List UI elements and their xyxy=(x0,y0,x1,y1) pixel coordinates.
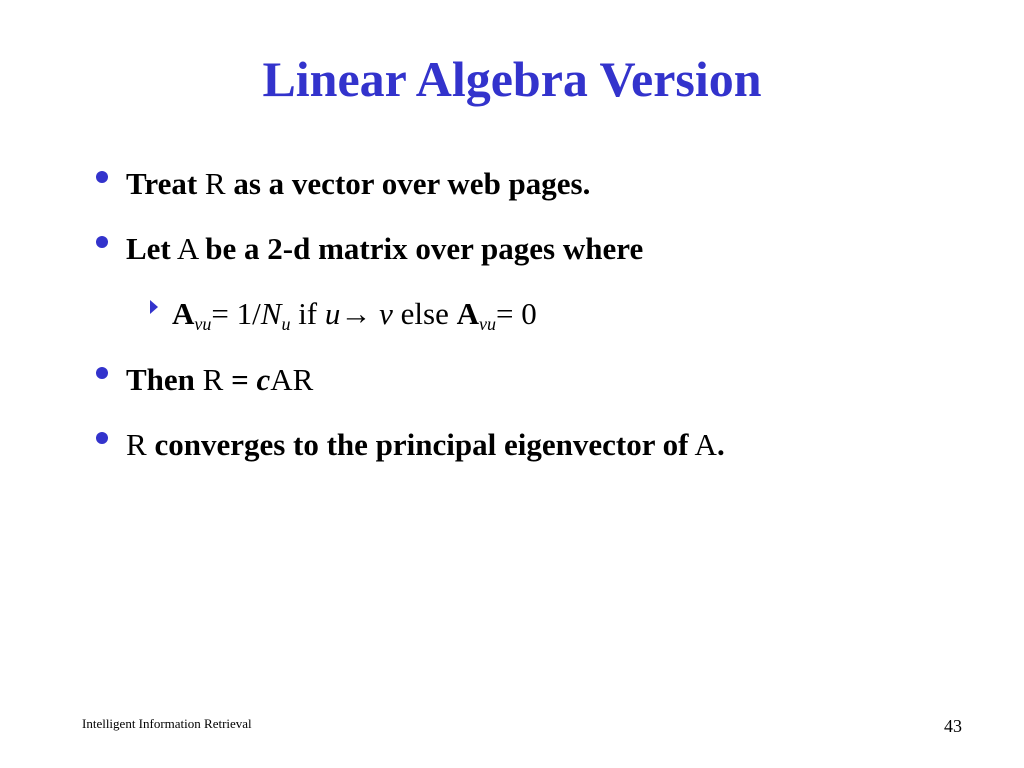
triangle-bullet-icon xyxy=(150,300,158,314)
bullet-dot-icon xyxy=(96,432,108,444)
bullet-dot-icon xyxy=(96,236,108,248)
arrow-icon: → xyxy=(340,296,372,331)
bullet-dot-icon xyxy=(96,171,108,183)
sub-bullet-text: $A_{vu}= 1/N_u$ if u→ v else $A_{vu}= 0$ xyxy=(172,296,537,334)
footer-course-title: Intelligent Information Retrieval xyxy=(82,716,252,731)
bullet-text: Then R = cAR xyxy=(126,362,314,397)
bullet-text: Treat R as a vector over web pages. xyxy=(126,166,591,201)
slide-title: Linear Algebra Version xyxy=(262,51,762,107)
bullet-text: R converges to the principal eigenvector of A. xyxy=(126,427,725,462)
bullet-dot-icon xyxy=(96,367,108,379)
page-number: 43 xyxy=(944,716,962,736)
bullet-text: Let A be a 2-d matrix over pages where xyxy=(126,231,644,266)
